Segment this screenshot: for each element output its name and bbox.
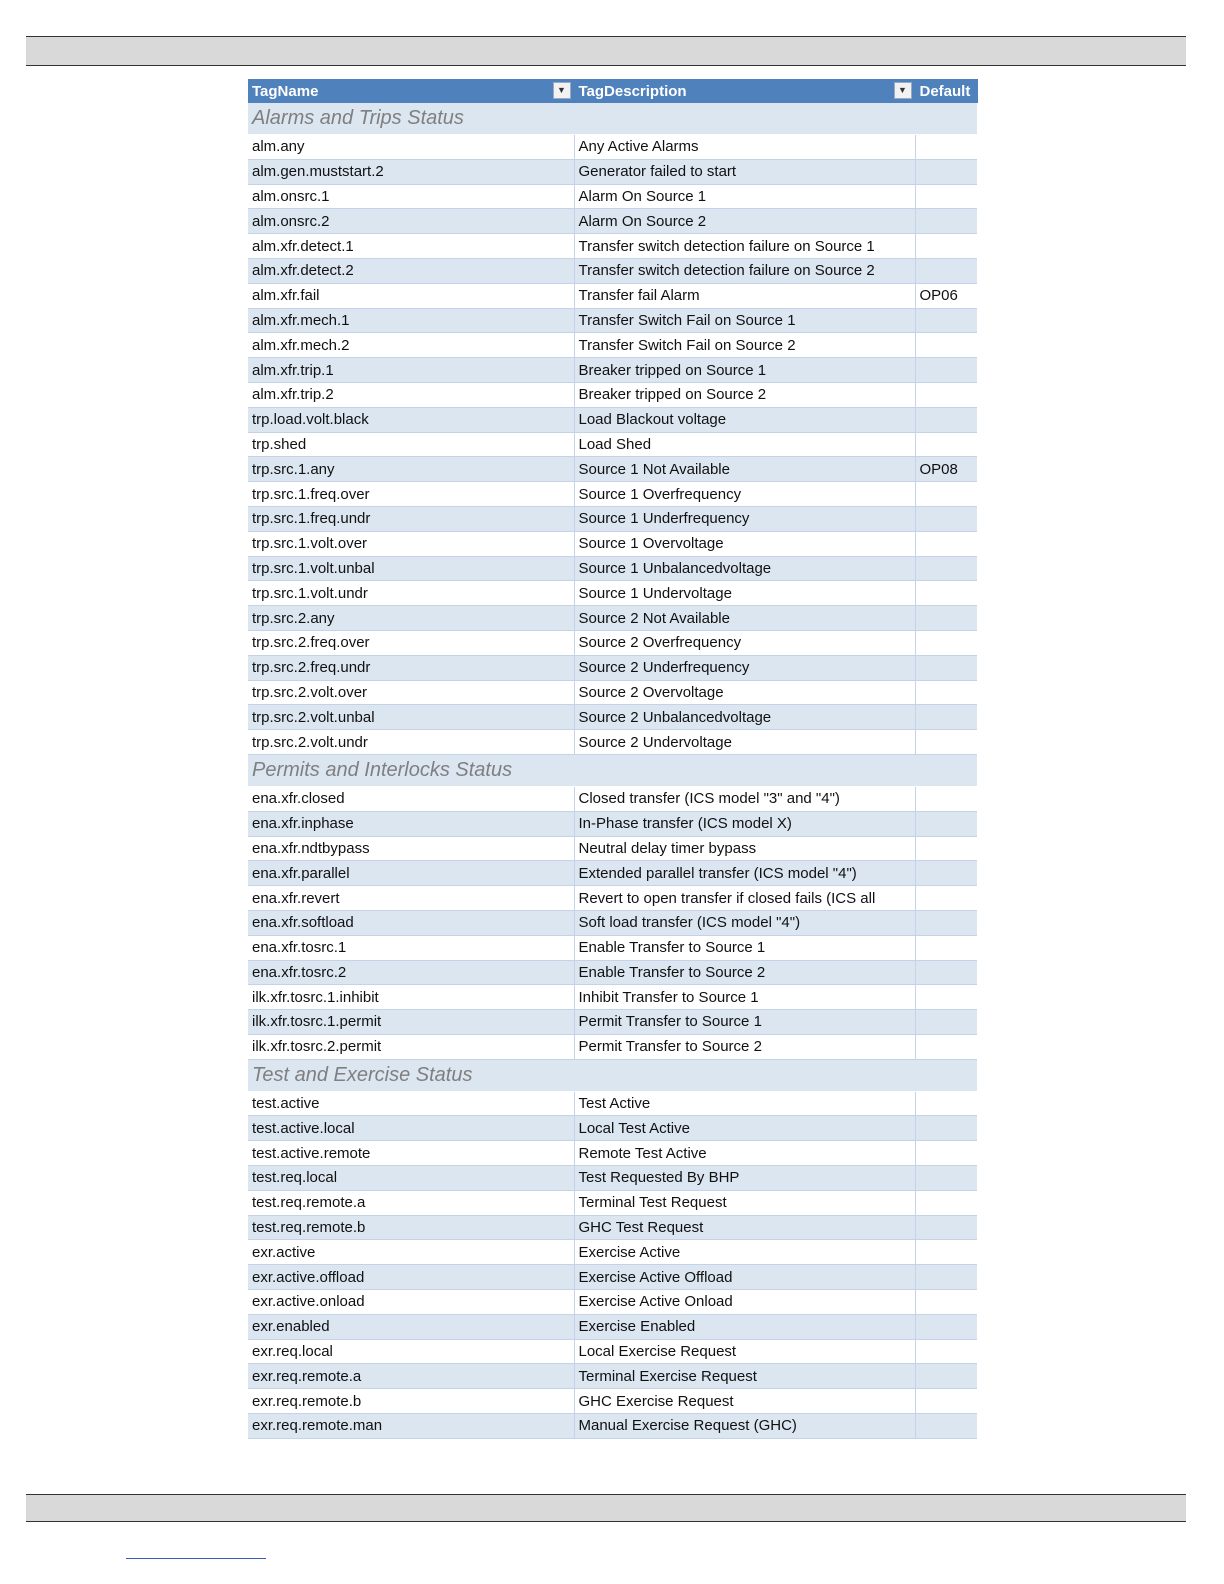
tagname-cell[interactable]: ena.xfr.ndtbypass xyxy=(248,836,574,861)
tagdescription-cell[interactable]: Permit Transfer to Source 1 xyxy=(574,1010,915,1035)
column-header-default xyxy=(915,79,977,103)
tagname-cell[interactable]: ena.xfr.softload xyxy=(248,910,574,935)
default-cell[interactable] xyxy=(915,1116,977,1141)
tagname-cell[interactable]: trp.src.1.freq.over xyxy=(248,482,574,507)
tagname-cell[interactable]: trp.src.2.volt.unbal xyxy=(248,705,574,730)
default-cell[interactable] xyxy=(915,1166,977,1191)
column-header-tagdescription xyxy=(574,79,915,103)
table-row[interactable] xyxy=(248,382,977,407)
table-row[interactable] xyxy=(248,358,977,383)
tagdescription-cell[interactable]: Source 2 Overfrequency xyxy=(574,630,915,655)
tagdescription-cell[interactable]: Permit Transfer to Source 2 xyxy=(574,1034,915,1059)
tagdescription-cell[interactable]: Source 2 Undervoltage xyxy=(574,730,915,755)
tagname-cell[interactable]: trp.src.2.any xyxy=(248,606,574,631)
table-row[interactable] xyxy=(248,935,977,960)
column-header-label: TagName xyxy=(252,82,319,100)
table-row[interactable] xyxy=(248,1141,977,1166)
tagname-cell[interactable]: ena.xfr.parallel xyxy=(248,861,574,886)
default-cell[interactable] xyxy=(915,886,977,911)
default-cell[interactable] xyxy=(915,382,977,407)
tagdescription-cell[interactable]: Local Test Active xyxy=(574,1116,915,1141)
table-row[interactable] xyxy=(248,1389,977,1414)
table-row[interactable] xyxy=(248,135,977,160)
table-row[interactable] xyxy=(248,836,977,861)
section-header-row xyxy=(248,103,977,135)
default-cell[interactable] xyxy=(915,811,977,836)
table-row[interactable] xyxy=(248,606,977,631)
tagdescription-cell[interactable]: Neutral delay timer bypass xyxy=(574,836,915,861)
table-body xyxy=(248,103,977,1438)
tagname-cell[interactable]: trp.load.volt.black xyxy=(248,407,574,432)
default-cell[interactable] xyxy=(915,1290,977,1315)
table-row[interactable] xyxy=(248,630,977,655)
table-row[interactable] xyxy=(248,432,977,457)
table-header-row xyxy=(248,79,977,103)
tagdescription-cell[interactable]: Exercise Enabled xyxy=(574,1314,915,1339)
tagname-cell[interactable]: exr.req.local xyxy=(248,1339,574,1364)
default-cell[interactable] xyxy=(915,258,977,283)
tagdescription-cell[interactable]: Breaker tripped on Source 1 xyxy=(574,358,915,383)
table-row[interactable] xyxy=(248,184,977,209)
filter-dropdown-icon[interactable]: ▼ xyxy=(553,82,571,99)
tagname-cell[interactable]: test.req.remote.b xyxy=(248,1215,574,1240)
tagname-cell[interactable]: alm.onsrc.1 xyxy=(248,184,574,209)
table-row[interactable] xyxy=(248,960,977,985)
tagdescription-cell[interactable]: Transfer Switch Fail on Source 2 xyxy=(574,333,915,358)
tagdescription-cell[interactable]: Exercise Active xyxy=(574,1240,915,1265)
tagdescription-cell[interactable]: Any Active Alarms xyxy=(574,135,915,160)
tagdescription-cell[interactable]: Generator failed to start xyxy=(574,159,915,184)
footnote-separator xyxy=(126,1558,266,1559)
default-cell[interactable] xyxy=(915,1240,977,1265)
page-footer-band xyxy=(26,1494,1186,1522)
tagdescription-cell[interactable]: Inhibit Transfer to Source 1 xyxy=(574,985,915,1010)
default-cell[interactable] xyxy=(915,1364,977,1389)
default-cell[interactable] xyxy=(915,630,977,655)
default-cell[interactable] xyxy=(915,1389,977,1414)
tagdescription-cell[interactable]: Source 1 Overfrequency xyxy=(574,482,915,507)
page-header-band xyxy=(26,36,1186,66)
table-row[interactable] xyxy=(248,1010,977,1035)
default-cell[interactable] xyxy=(915,407,977,432)
default-cell[interactable] xyxy=(915,1265,977,1290)
default-cell[interactable] xyxy=(915,308,977,333)
table-row[interactable] xyxy=(248,985,977,1010)
tagname-cell[interactable]: exr.req.remote.man xyxy=(248,1414,574,1439)
table-row[interactable] xyxy=(248,234,977,259)
tagname-cell[interactable]: test.active.remote xyxy=(248,1141,574,1166)
tagname-cell[interactable]: test.active.local xyxy=(248,1116,574,1141)
tagname-cell[interactable]: ena.xfr.inphase xyxy=(248,811,574,836)
default-cell[interactable] xyxy=(915,1339,977,1364)
tagdescription-cell[interactable]: Load Blackout voltage xyxy=(574,407,915,432)
tagname-cell[interactable]: exr.req.remote.b xyxy=(248,1389,574,1414)
tagname-cell[interactable]: trp.src.2.freq.over xyxy=(248,630,574,655)
tagname-cell[interactable]: trp.src.1.volt.unbal xyxy=(248,556,574,581)
default-cell[interactable] xyxy=(915,234,977,259)
table-row[interactable] xyxy=(248,1215,977,1240)
table-row[interactable] xyxy=(248,1034,977,1059)
tagdescription-cell[interactable]: Enable Transfer to Source 1 xyxy=(574,935,915,960)
table-row[interactable] xyxy=(248,556,977,581)
default-cell[interactable]: OP08 xyxy=(915,457,977,482)
table-row[interactable] xyxy=(248,283,977,308)
default-cell[interactable] xyxy=(915,209,977,234)
tagdescription-cell[interactable]: Closed transfer (ICS model "3" and "4") xyxy=(574,786,915,811)
default-cell[interactable] xyxy=(915,159,977,184)
default-cell[interactable] xyxy=(915,531,977,556)
tagname-cell[interactable]: alm.xfr.mech.2 xyxy=(248,333,574,358)
tagdescription-cell[interactable]: Terminal Exercise Request xyxy=(574,1364,915,1389)
table-row[interactable] xyxy=(248,531,977,556)
tagdescription-cell[interactable]: Terminal Test Request xyxy=(574,1190,915,1215)
table-row[interactable] xyxy=(248,705,977,730)
section-title: Permits and Interlocks Status xyxy=(248,754,977,786)
table-row[interactable] xyxy=(248,1190,977,1215)
default-cell[interactable] xyxy=(915,606,977,631)
table-row[interactable] xyxy=(248,1240,977,1265)
table-row[interactable] xyxy=(248,1339,977,1364)
default-cell[interactable] xyxy=(915,836,977,861)
default-cell[interactable] xyxy=(915,1215,977,1240)
tagdescription-cell[interactable]: Source 2 Underfrequency xyxy=(574,655,915,680)
tagdescription-cell[interactable]: Source 2 Unbalancedvoltage xyxy=(574,705,915,730)
table-row[interactable] xyxy=(248,811,977,836)
tagdescription-cell[interactable]: Soft load transfer (ICS model "4") xyxy=(574,910,915,935)
tagdescription-cell[interactable]: Revert to open transfer if closed fails (ICS all xyxy=(574,886,915,911)
table-row[interactable] xyxy=(248,482,977,507)
default-cell[interactable] xyxy=(915,1141,977,1166)
tagname-cell[interactable]: alm.onsrc.2 xyxy=(248,209,574,234)
tagname-cell[interactable]: test.active xyxy=(248,1091,574,1116)
tagdescription-cell[interactable]: Source 1 Unbalancedvoltage xyxy=(574,556,915,581)
section-header-row xyxy=(248,754,977,786)
table-row[interactable] xyxy=(248,655,977,680)
tagname-cell[interactable]: alm.xfr.fail xyxy=(248,283,574,308)
tagdescription-cell[interactable]: Load Shed xyxy=(574,432,915,457)
default-cell[interactable] xyxy=(915,581,977,606)
default-cell[interactable] xyxy=(915,1010,977,1035)
default-cell[interactable] xyxy=(915,705,977,730)
default-cell[interactable] xyxy=(915,506,977,531)
section-title: Alarms and Trips Status xyxy=(248,103,977,135)
table-row[interactable] xyxy=(248,861,977,886)
tagname-cell[interactable]: ena.xfr.revert xyxy=(248,886,574,911)
default-cell[interactable] xyxy=(915,135,977,160)
table-row[interactable] xyxy=(248,506,977,531)
tagdescription-cell[interactable]: Source 1 Not Available xyxy=(574,457,915,482)
tagname-cell[interactable]: alm.xfr.trip.1 xyxy=(248,358,574,383)
table-row[interactable] xyxy=(248,407,977,432)
table-row[interactable] xyxy=(248,1364,977,1389)
tagdescription-cell[interactable]: Alarm On Source 1 xyxy=(574,184,915,209)
tagdescription-cell[interactable]: Source 2 Not Available xyxy=(574,606,915,631)
default-cell[interactable] xyxy=(915,861,977,886)
default-cell[interactable] xyxy=(915,556,977,581)
table-row[interactable] xyxy=(248,1166,977,1191)
default-cell[interactable] xyxy=(915,655,977,680)
tagname-cell[interactable]: ena.xfr.tosrc.2 xyxy=(248,960,574,985)
default-cell[interactable] xyxy=(915,1190,977,1215)
tagname-cell[interactable]: alm.xfr.trip.2 xyxy=(248,382,574,407)
table-row[interactable] xyxy=(248,910,977,935)
tagdescription-cell[interactable]: Transfer switch detection failure on Source 1 xyxy=(574,234,915,259)
tagname-cell[interactable]: exr.enabled xyxy=(248,1314,574,1339)
tagname-cell[interactable]: trp.src.1.any xyxy=(248,457,574,482)
tagname-cell[interactable]: trp.shed xyxy=(248,432,574,457)
default-cell[interactable] xyxy=(915,680,977,705)
table-row[interactable] xyxy=(248,1116,977,1141)
default-cell[interactable] xyxy=(915,184,977,209)
tagdescription-cell[interactable]: Transfer Switch Fail on Source 1 xyxy=(574,308,915,333)
tagname-cell[interactable]: alm.xfr.mech.1 xyxy=(248,308,574,333)
default-cell[interactable] xyxy=(915,482,977,507)
table-row[interactable] xyxy=(248,209,977,234)
table-row[interactable] xyxy=(248,1265,977,1290)
tagname-cell[interactable]: trp.src.1.freq.undr xyxy=(248,506,574,531)
tagdescription-cell[interactable]: GHC Exercise Request xyxy=(574,1389,915,1414)
table-row[interactable] xyxy=(248,730,977,755)
tagname-cell[interactable]: exr.active xyxy=(248,1240,574,1265)
table-row[interactable] xyxy=(248,457,977,482)
tagdescription-cell[interactable]: Source 1 Overvoltage xyxy=(574,531,915,556)
tagname-cell[interactable]: exr.active.offload xyxy=(248,1265,574,1290)
table-row[interactable] xyxy=(248,258,977,283)
default-cell[interactable] xyxy=(915,786,977,811)
default-cell[interactable] xyxy=(915,358,977,383)
column-header-label: Default xyxy=(919,82,971,100)
tagname-cell[interactable]: trp.src.2.volt.over xyxy=(248,680,574,705)
table-row[interactable] xyxy=(248,308,977,333)
tagname-cell[interactable]: ilk.xfr.tosrc.1.permit xyxy=(248,1010,574,1035)
tagdescription-cell[interactable]: Exercise Active Onload xyxy=(574,1290,915,1315)
tagdescription-cell[interactable]: Remote Test Active xyxy=(574,1141,915,1166)
tagdescription-cell[interactable]: Local Exercise Request xyxy=(574,1339,915,1364)
default-cell[interactable] xyxy=(915,432,977,457)
tagdescription-cell[interactable]: Transfer switch detection failure on Source 2 xyxy=(574,258,915,283)
table-row[interactable] xyxy=(248,159,977,184)
default-cell[interactable] xyxy=(915,730,977,755)
table-row[interactable] xyxy=(248,786,977,811)
default-cell[interactable] xyxy=(915,1314,977,1339)
default-cell[interactable] xyxy=(915,1091,977,1116)
tagname-cell[interactable]: trp.src.2.volt.undr xyxy=(248,730,574,755)
tagname-cell[interactable]: exr.active.onload xyxy=(248,1290,574,1315)
tagdescription-cell[interactable]: Extended parallel transfer (ICS model "4") xyxy=(574,861,915,886)
table-row[interactable] xyxy=(248,1414,977,1439)
tagname-cell[interactable]: exr.req.remote.a xyxy=(248,1364,574,1389)
tagdescription-cell[interactable]: Manual Exercise Request (GHC) xyxy=(574,1414,915,1439)
table-row[interactable] xyxy=(248,333,977,358)
tagdescription-cell[interactable]: In-Phase transfer (ICS model X) xyxy=(574,811,915,836)
tagdescription-cell[interactable]: Alarm On Source 2 xyxy=(574,209,915,234)
table-row[interactable] xyxy=(248,581,977,606)
default-cell[interactable] xyxy=(915,1414,977,1439)
tagdescription-cell[interactable]: Test Active xyxy=(574,1091,915,1116)
default-cell[interactable] xyxy=(915,910,977,935)
tagname-cell[interactable]: trp.src.1.volt.over xyxy=(248,531,574,556)
tagdescription-cell[interactable]: Exercise Active Offload xyxy=(574,1265,915,1290)
tagname-cell[interactable]: ena.xfr.closed xyxy=(248,786,574,811)
table-row[interactable] xyxy=(248,886,977,911)
tag-table xyxy=(248,79,978,1439)
section-title: Test and Exercise Status xyxy=(248,1059,977,1091)
table-row[interactable] xyxy=(248,1314,977,1339)
tagname-cell[interactable]: trp.src.2.freq.undr xyxy=(248,655,574,680)
tagdescription-cell[interactable]: Enable Transfer to Source 2 xyxy=(574,960,915,985)
tagdescription-cell[interactable]: GHC Test Request xyxy=(574,1215,915,1240)
default-cell[interactable] xyxy=(915,1034,977,1059)
tagname-cell[interactable]: ilk.xfr.tosrc.1.inhibit xyxy=(248,985,574,1010)
tagname-cell[interactable]: alm.any xyxy=(248,135,574,160)
table-row[interactable] xyxy=(248,1290,977,1315)
tagdescription-cell[interactable]: Transfer fail Alarm xyxy=(574,283,915,308)
table-row[interactable] xyxy=(248,1091,977,1116)
tagname-cell[interactable]: test.req.local xyxy=(248,1166,574,1191)
tagdescription-cell[interactable]: Source 1 Undervoltage xyxy=(574,581,915,606)
column-header-tagname xyxy=(248,79,574,103)
default-cell[interactable]: OP06 xyxy=(915,283,977,308)
default-cell[interactable] xyxy=(915,960,977,985)
tagname-cell[interactable]: ilk.xfr.tosrc.2.permit xyxy=(248,1034,574,1059)
tagname-cell[interactable]: test.req.remote.a xyxy=(248,1190,574,1215)
tagdescription-cell[interactable]: Source 1 Underfrequency xyxy=(574,506,915,531)
tagdescription-cell[interactable]: Test Requested By BHP xyxy=(574,1166,915,1191)
tagname-cell[interactable]: alm.xfr.detect.1 xyxy=(248,234,574,259)
tagname-cell[interactable]: alm.gen.muststart.2 xyxy=(248,159,574,184)
tagdescription-cell[interactable]: Source 2 Overvoltage xyxy=(574,680,915,705)
tagname-cell[interactable]: alm.xfr.detect.2 xyxy=(248,258,574,283)
column-header-label: TagDescription xyxy=(578,82,687,100)
section-header-row xyxy=(248,1059,977,1091)
default-cell[interactable] xyxy=(915,985,977,1010)
filter-dropdown-icon[interactable]: ▼ xyxy=(894,82,912,99)
default-cell[interactable] xyxy=(915,333,977,358)
table-row[interactable] xyxy=(248,680,977,705)
tagdescription-cell[interactable]: Breaker tripped on Source 2 xyxy=(574,382,915,407)
default-cell[interactable] xyxy=(915,935,977,960)
tagname-cell[interactable]: ena.xfr.tosrc.1 xyxy=(248,935,574,960)
tagname-cell[interactable]: trp.src.1.volt.undr xyxy=(248,581,574,606)
